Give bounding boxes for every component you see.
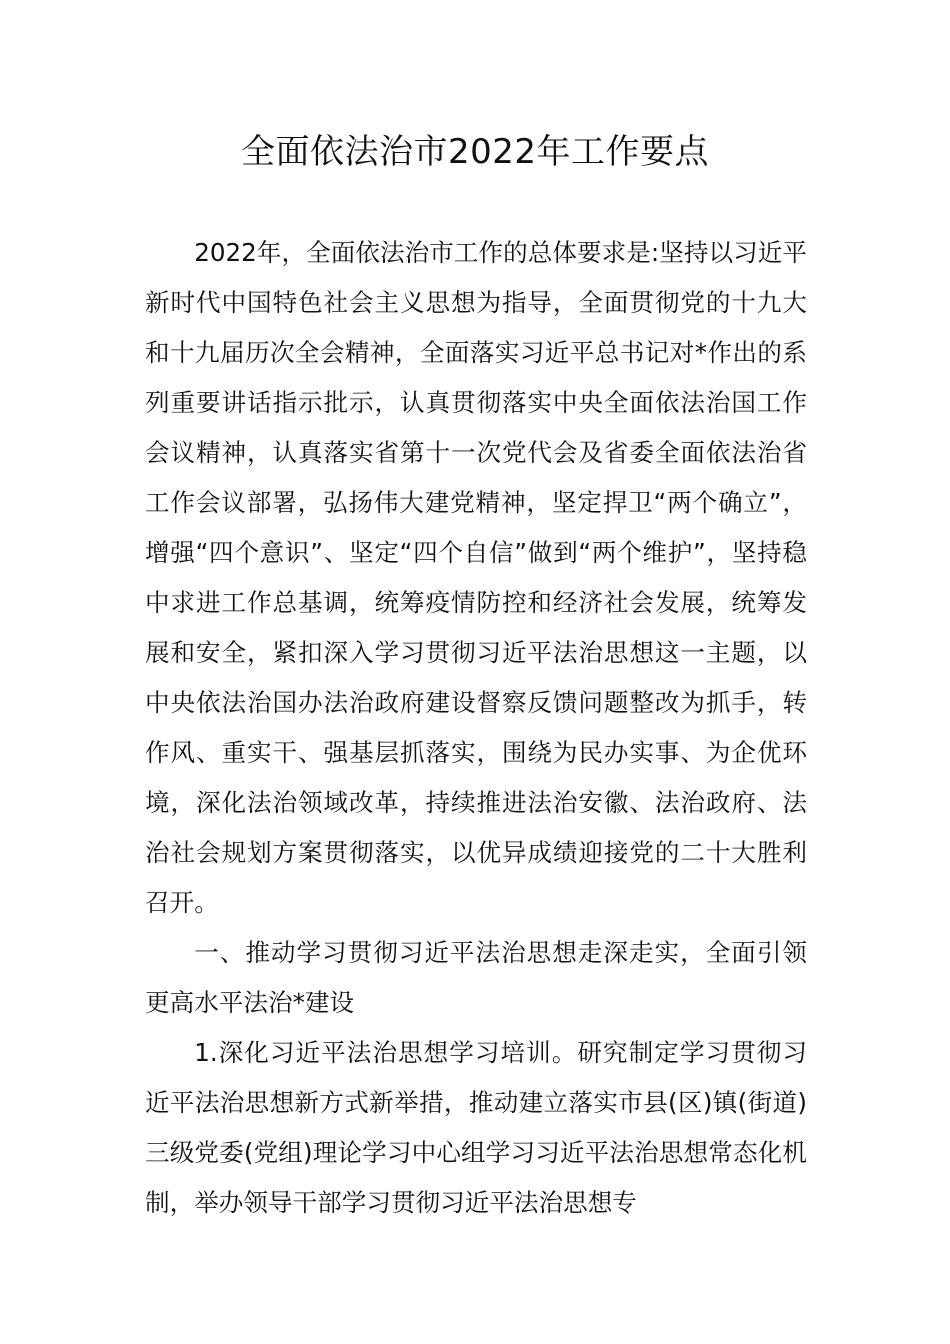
- document-title: 全面依法治市2022年工作要点: [240, 132, 710, 172]
- document-body: [145, 228, 807, 1228]
- paragraph-overall-requirements: 2022年，全面依法治市工作的总体要求是:坚持以习近平新时代中国特色社会主义思想为指导，全面贯彻党的十九大和十九届历次全会精神，全面落实习近平总书记对*作出的系列重要讲话指示批示，认真贯彻落实中央全面依法治国工作会议精神，认真落实省第十一次党代会及省委全面依法治省工作会议部署，弘扬伟大建党精神，坚定捍卫“两个确立”，增强“四个意识”、坚定“四个自信”做到“两个维护”，坚持稳中求进工作总基调，统筹疫情防控和经济社会发展，统筹发展和安全，紧扣深入学习贯彻习近平法治思想这一主题，以中央依法治国办法治政府建设督察反馈问题整改为抓手，转作风、重实干、强基层抓落实，围绕为民办实事、为企优环境，深化法治领域改革，持续推进法治安徽、法治政府、法治社会规划方案贯彻落实，以优异成绩迎接党的二十大胜利召开。: [145, 238, 807, 917]
- paragraph-item-1: 1.深化习近平法治思想学习培训。研究制定学习贯彻习近平法治思想新方式新举措，推动建立落实市县(区)镇(街道)三级党委(党组)理论学习中心组学习习近平法治思想常态化机制，举办领导干部学习贯彻习近平法治思想专: [145, 1038, 807, 1217]
- section-heading-1: 一、推动学习贯彻习近平法治思想走深走实，全面引领更高水平法治*建设: [145, 938, 807, 1017]
